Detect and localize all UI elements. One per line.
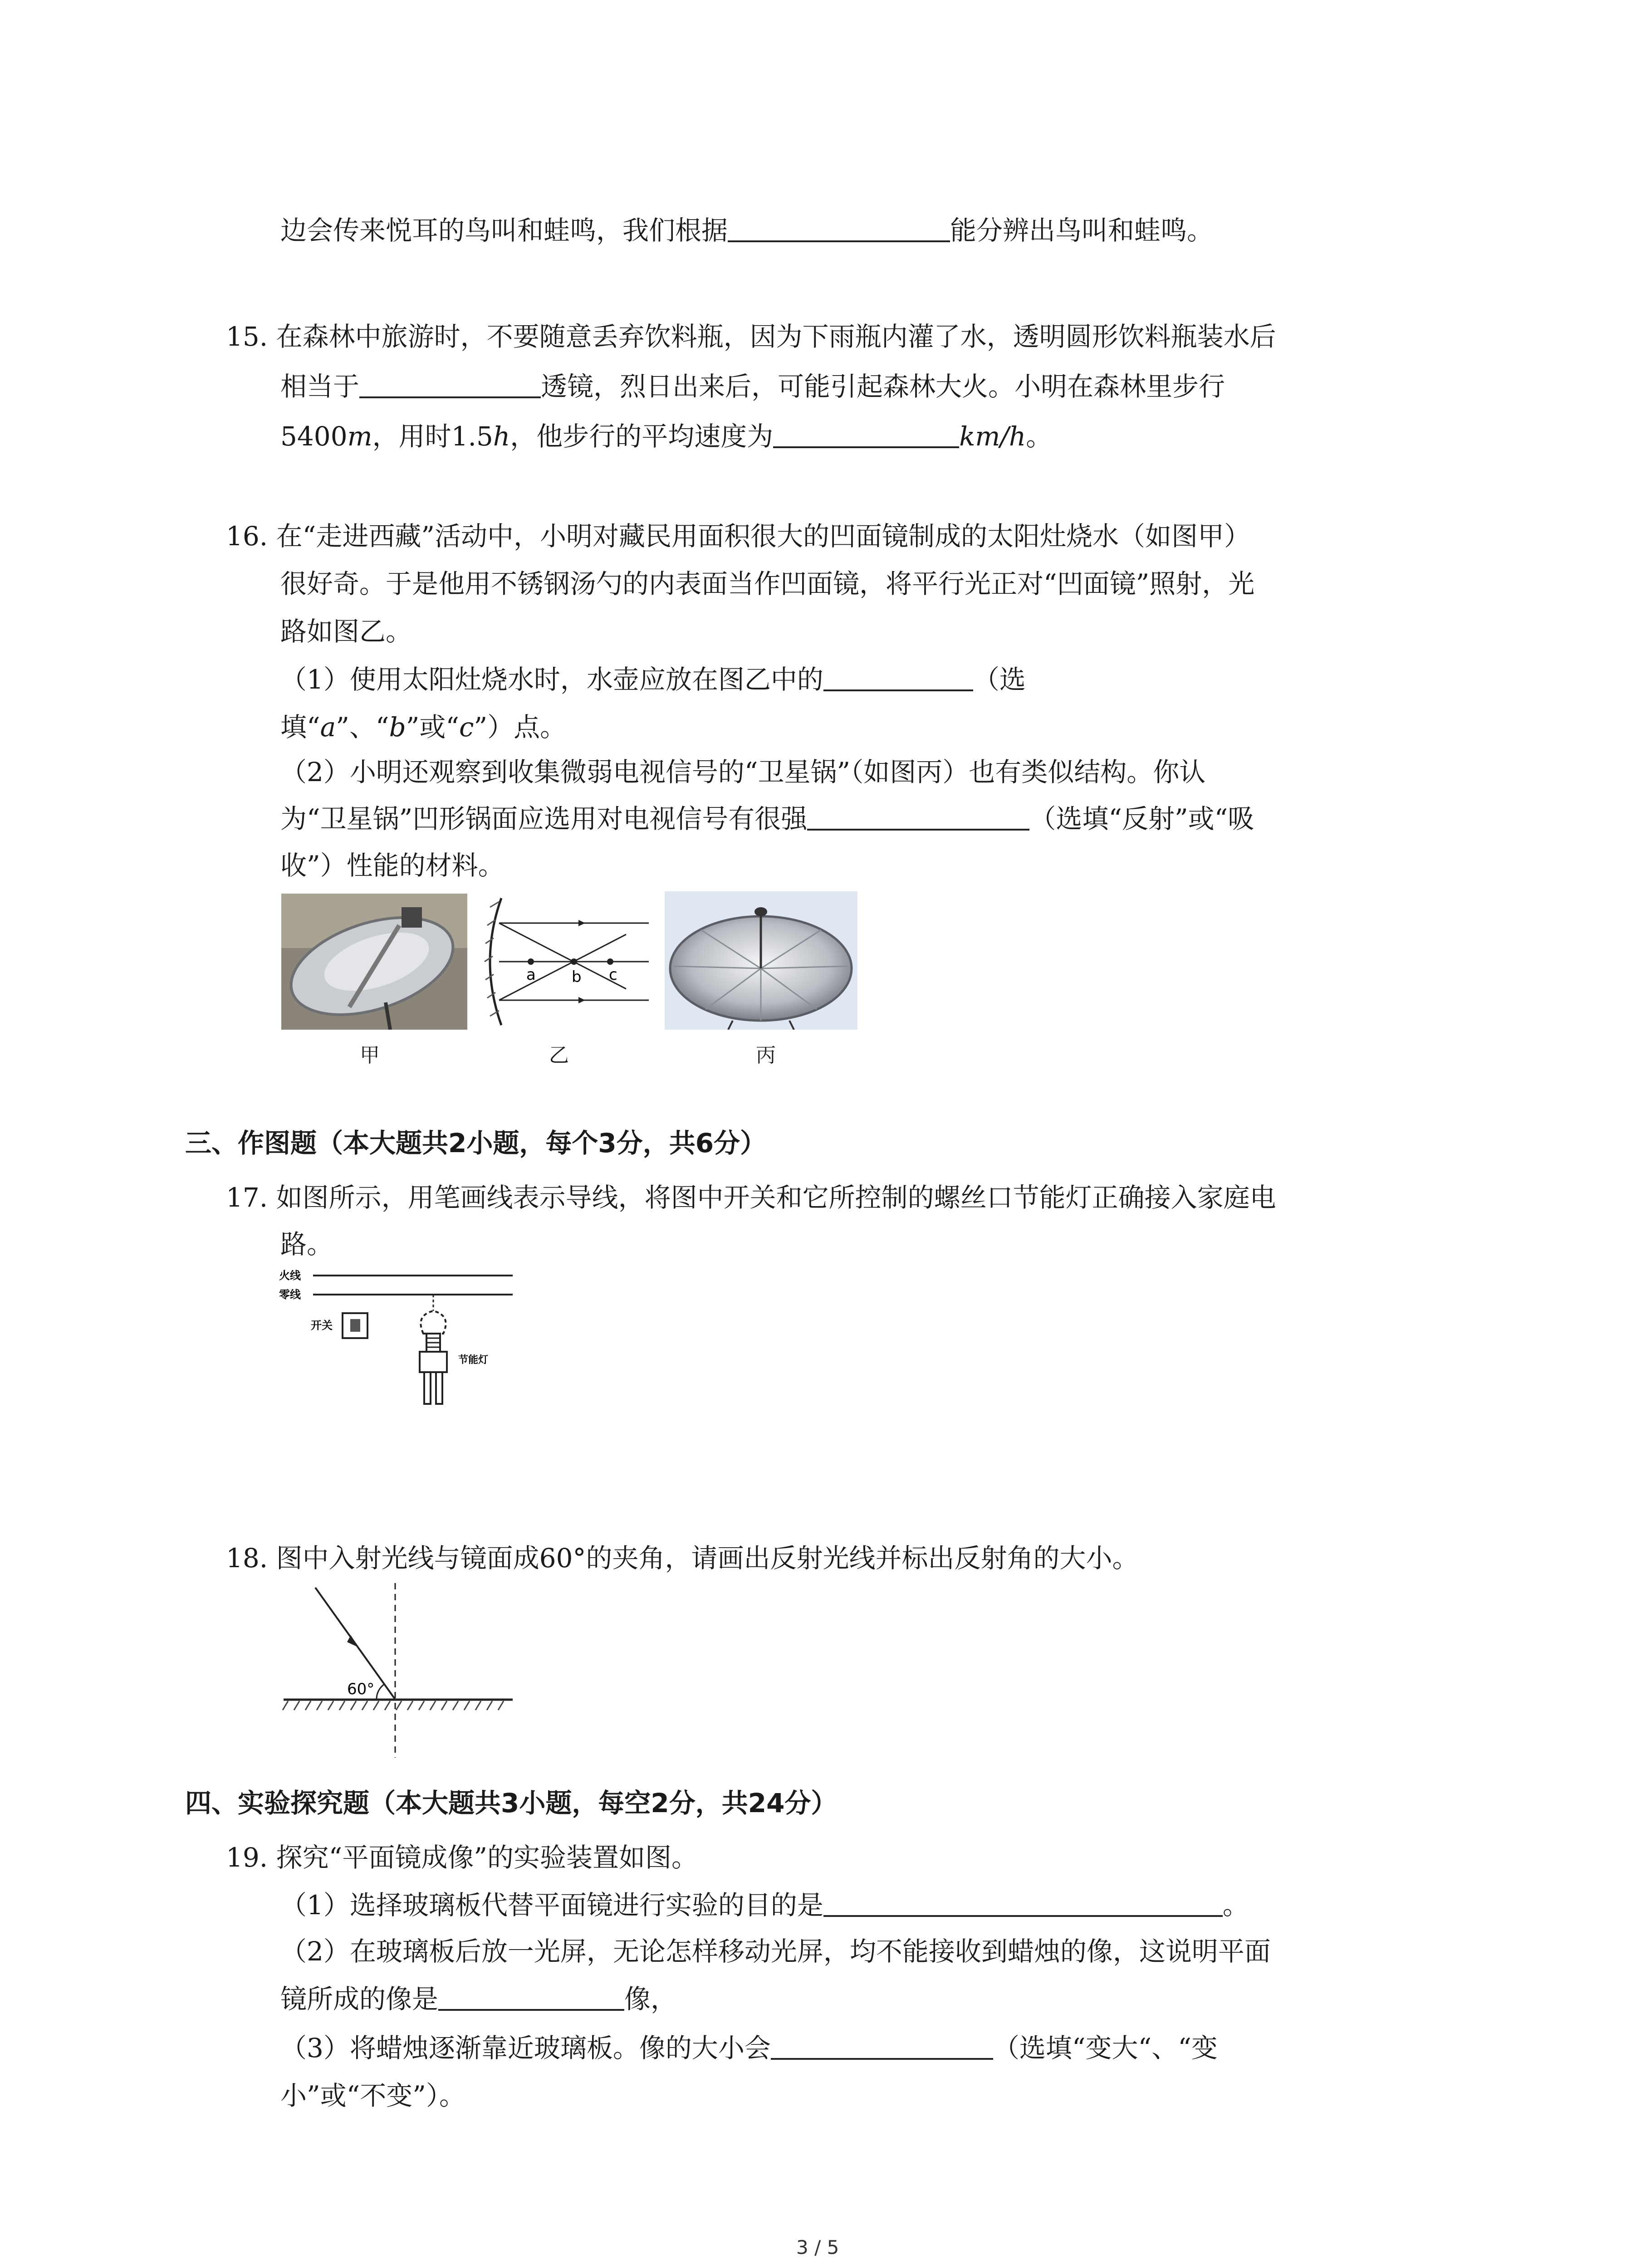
- q15-text: 相当于: [280, 371, 360, 402]
- q15-line1: 15. 在森林中旅游时，不要随意丢弃饮料瓶，因为下雨瓶内灌了水，透明圆形饮料瓶装水后: [226, 321, 1276, 352]
- q15-time-value: 1.5: [451, 421, 493, 452]
- q16-fill-end: ”）点。: [474, 712, 567, 743]
- q16-fill-sep1: ”、“: [336, 712, 389, 743]
- q16-sub1-text: （1）使用太阳灶烧水时，水壶应放在图乙中的: [280, 664, 823, 695]
- concave-mirror-ray-diagram: [481, 894, 653, 1030]
- q16-sub2-line2: [280, 801, 1254, 837]
- q14-text: 边会传来悦耳的鸟叫和蛙鸣，我们根据: [280, 215, 728, 246]
- caption-bing: 丙: [756, 1044, 776, 1067]
- q16-sub1-line2: [280, 709, 566, 745]
- q16-option-b: b: [389, 712, 406, 743]
- switch-label: 开关: [311, 1319, 333, 1332]
- satellite-dish-photo: [665, 891, 857, 1030]
- fig-label-c: c: [609, 966, 617, 984]
- q16-sub1-text-end: （选: [973, 664, 1026, 695]
- q15-distance-value: 5400: [280, 421, 348, 452]
- q15-speed-blank[interactable]: [773, 419, 959, 448]
- q15-lens-blank[interactable]: [359, 369, 541, 398]
- q15-unit-kmh: km/h: [959, 421, 1026, 452]
- circuit-diagram: [279, 1266, 515, 1411]
- q19-line1: 19. 探究“平面镜成像”的实验装置如图。: [226, 1842, 698, 1873]
- q19-sub1-end: 。: [1222, 1890, 1249, 1921]
- q15-text-cont: 透镜，烈日出来后，可能引起森林大火。小明在森林里步行: [541, 371, 1225, 402]
- q16-line2: 很好奇。于是他用不锈钢汤勺的内表面当作凹面镜，将平行光正对“凹面镜”照射，光: [280, 568, 1255, 599]
- q19-sub3-line2: 小”或“不变”）。: [280, 2080, 465, 2111]
- q15-text-time: ，用时: [372, 421, 451, 452]
- q14-text-end: 能分辨出鸟叫和蛙鸣。: [950, 215, 1214, 246]
- q15-text-speed: ，他步行的平均速度为: [510, 421, 774, 452]
- q16-sub2-line1: （2）小明还观察到收集微弱电视信号的“卫星锅”（如图丙）也有类似结构。你认: [280, 757, 1206, 787]
- angle-60-label: 60°: [347, 1680, 375, 1698]
- live-wire-label: 火线: [279, 1269, 301, 1282]
- q16-option-a: a: [320, 712, 336, 743]
- q19-purpose-blank[interactable]: [823, 1888, 1223, 1917]
- page-number: 3 / 5: [796, 2236, 839, 2258]
- q17-line2: 路。: [280, 1229, 333, 1260]
- q16-line3: 路如图乙。: [280, 616, 412, 647]
- q18-question: 18. 图中入射光线与镜面成60°的夹角，请画出反射光线并标出反射角的大小。: [226, 1543, 1139, 1574]
- q17-line1: 17. 如图所示，用笔画线表示导线，将图中开关和它所控制的螺丝口节能灯正确接入家庭电: [226, 1182, 1276, 1213]
- neutral-wire-label: 零线: [279, 1288, 301, 1301]
- q16-sub1: [280, 661, 1026, 698]
- q14-answer-blank[interactable]: [728, 213, 950, 242]
- q16-fill-sep2: ”或“: [406, 712, 460, 743]
- fig-label-a: a: [526, 966, 536, 984]
- q14-tail: [280, 212, 1213, 249]
- q16-line1: 16. 在“走进西藏”活动中，小明对藏民用面积很大的凹面镜制成的太阳灶烧水（如图甲）: [226, 521, 1250, 552]
- q15-unit-h: h: [493, 421, 510, 452]
- reflection-diagram: [279, 1579, 515, 1760]
- q16-sub2-line3: 收”）性能的材料。: [280, 850, 505, 881]
- q16-point-blank[interactable]: [823, 662, 973, 691]
- q15-line2: [280, 368, 1225, 405]
- section-4-heading: 四、实验探究题（本大题共3小题，每空2分，共24分）: [185, 1788, 838, 1818]
- q19-sub1: [280, 1887, 1249, 1923]
- q19-sub3-line1: [280, 2030, 1218, 2066]
- q16-material-blank[interactable]: [807, 802, 1029, 831]
- q15-line3: [280, 418, 1052, 455]
- lamp-label: 节能灯: [458, 1354, 489, 1366]
- q16-option-c: c: [459, 712, 474, 743]
- q15-unit-m: m: [347, 421, 372, 452]
- q16-sub2-text-end: （选填“反射”或“吸: [1029, 803, 1254, 834]
- q19-sub1-text: （1）选择玻璃板代替平面镜进行实验的目的是: [280, 1890, 823, 1921]
- caption-jia: 甲: [360, 1044, 380, 1067]
- q16-sub2-text: 为“卫星锅”凹形锅面应选用对电视信号有很强: [280, 803, 808, 834]
- q19-sub2-end: 像，: [624, 1984, 677, 2014]
- q16-fill-text: 填“: [280, 712, 320, 743]
- section-3-heading: 三、作图题（本大题共2小题，每个3分，共6分）: [185, 1128, 767, 1158]
- q19-sub2-line1: （2）在玻璃板后放一光屏，无论怎样移动光屏，均不能接收到蜡烛的像，这说明平面: [280, 1936, 1271, 1967]
- q19-image-type-blank[interactable]: [438, 1982, 624, 2011]
- caption-yi: 乙: [549, 1044, 569, 1067]
- q19-sub2-line2: [280, 1981, 677, 2017]
- solar-cooker-photo: [281, 894, 467, 1030]
- q19-size-blank[interactable]: [771, 2031, 993, 2060]
- q19-sub3-text: （3）将蜡烛逐渐靠近玻璃板。像的大小会: [280, 2033, 771, 2063]
- q19-sub2-text: 镜所成的像是: [280, 1984, 439, 2014]
- q15-end: 。: [1026, 421, 1053, 452]
- fig-label-b: b: [572, 968, 582, 986]
- q19-sub3-end: （选填“变大“、“变: [993, 2033, 1218, 2063]
